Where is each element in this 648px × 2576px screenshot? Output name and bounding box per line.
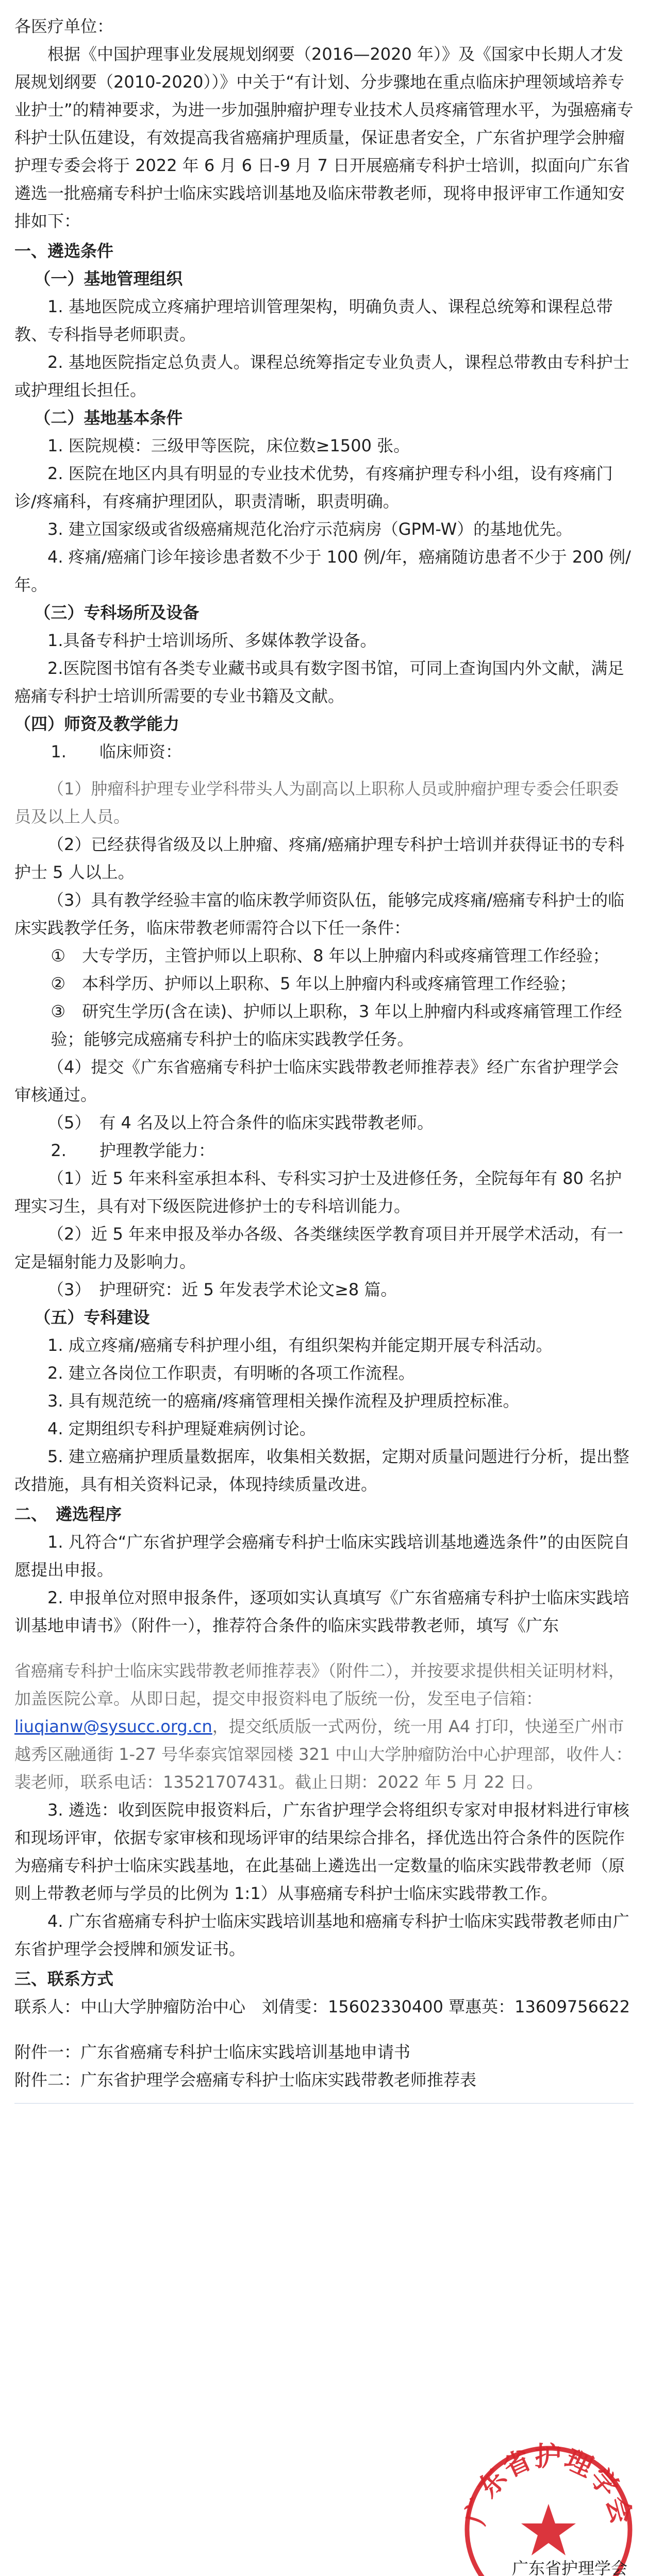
subheading: 1. 临床师资： <box>51 742 182 761</box>
paragraph: 1. 基地医院成立疼痛护理培训管理架构，明确负责人、课程总统筹和课程总带教、专科指导老师职责。 <box>14 297 613 344</box>
section-2-title: 二、 遴选程序 <box>14 1504 122 1524</box>
paragraph: 2. 医院在地区内具有明显的专业技术优势，有疼痛护理专科小组，设有疼痛门诊/疼痛科，有疼痛护理团队，职责清晰，职责明确。 <box>14 464 613 511</box>
paragraph-faded-tail: ，提交纸质版一式两份，统一用 A4 打印，快递至广州市越秀区融通街 1-27 号华泰宾馆翠园楼 321 中山大学肿瘤防治中心护理部，收件人：裴老师，联系电话：13521707431。截止日期：2022 年 5 月 22 日。 <box>14 1717 633 1792</box>
paragraph: 4. 定期组织专科护理疑难病例讨论。 <box>47 1419 316 1438</box>
paragraph: （3）具有教学经验丰富的临床教学师资队伍，能够完成疼痛/癌痛专科护士的临床实践教学任务，临床带教老师需符合以下任一条件： <box>14 890 625 938</box>
section-3-title: 三、联系方式 <box>14 1969 114 1989</box>
subheading: 2. 护理教学能力： <box>51 1141 215 1160</box>
paragraph: （2）已经获得省级及以上肿瘤、疼痛/癌痛护理专科护士培训并获得证书的专科护士 5 人以上。 <box>14 835 625 882</box>
paragraph: 1. 凡符合“广东省护理学会癌痛专科护士临床实践培训基地遴选条件”的由医院自愿提出申报。 <box>14 1532 630 1580</box>
seal-star-icon <box>521 2504 576 2555</box>
paragraph: （5） 有 4 名及以上符合条件的临床实践带教老师。 <box>47 1113 434 1132</box>
email-link[interactable]: liuqianw@sysucc.org.cn <box>14 1717 212 1736</box>
section-1-title: 一、遴选条件 <box>14 241 114 261</box>
paragraph: （1）近 5 年来科室承担本科、专科实习护士及进修任务，全院每年有 80 名护理实习生，具有对下级医院进修护士的专科培训能力。 <box>14 1168 622 1216</box>
paragraph: 2. 基地医院指定总负责人。课程总统筹指定专业负责人，课程总带教由专科护士或护理组长担任。 <box>14 352 629 400</box>
paragraph: 2. 建立各岗位工作职责，有明晰的各项工作流程。 <box>47 1363 415 1383</box>
paragraph: 3. 具有规范统一的癌痛/疼痛管理相关操作流程及护理质控标准。 <box>47 1391 520 1411</box>
paragraph: 4. 疼痛/癌痛门诊年接诊患者数不少于 100 例/年，癌痛随访患者不少于 200 例/年。 <box>14 547 631 595</box>
paragraph: （2）近 5 年来申报及举办各级、各类继续医学教育项目并开展学术活动，有一定是辐射能力及影响力。 <box>14 1224 624 1272</box>
paragraph: 3. 遴选：收到医院申报资料后，广东省护理学会将组织专家对申报材料进行审核和现场评审，依据专家审核和现场评审的结果综合排名，择优选出符合条件的医院作为癌痛专科护士临床实践基地，在此基础上遴选出一定数量的临床实践带教老师（原则上带教老师与学员的比例为 1:1）从事癌痛专科护士临床实践带教工作。 <box>14 1800 629 1903</box>
list-item: ③ 研究生学历(含在读)、护师以上职称，3 年以上肿瘤内科或疼痛管理工作经验；能够完成癌痛专科护士的临床实践教学任务。 <box>51 1002 622 1049</box>
section-1-1-title: （一）基地管理组织 <box>34 269 183 289</box>
salutation: 各医疗单位： <box>14 16 114 36</box>
list-item: ② 本科学历、护师以上职称、5 年以上肿瘤内科或疼痛管理工作经验； <box>51 974 576 993</box>
paragraph: 3. 建立国家级或省级癌痛规范化治疗示范病房（GPM-W）的基地优先。 <box>47 519 573 539</box>
section-1-5-title: （五）专科建设 <box>34 1308 150 1327</box>
attachment-item: 附件二：广东省护理学会癌痛专科护士临床实践带教老师推荐表 <box>14 2070 477 2090</box>
paragraph: （1）肿瘤科护理专业学科带头人为副高以上职称人员或肿瘤护理专委会任职委员及以上人员。 <box>14 779 619 826</box>
paragraph: 2. 申报单位对照申报条件，逐项如实认真填写《广东省癌痛专科护士临床实践培训基地申请书》（附件一），推荐符合条件的临床实践带教老师，填写《广东 <box>14 1588 629 1635</box>
intro-paragraph: 根据《中国护理事业发展规划纲要（2016—2020 年）》及《国家中长期人才发展规划纲要（2010-2020））》中关于“有计划、分步骤地在重点临床护理领域培养专业护士”的精神要求，为进一步加强肿瘤护理专业技术人员疼痛管理水平，为强癌痛专科护士队伍建设，有效提高我省癌痛护理质量，保证患者安全，广东省护理学会肿瘤护理专委会将于 2022 年 6 月 6 日-9 月 7 日开展癌痛专科护士培训，拟面向广东省遴选一批癌痛专科护士临床实践培训基地及临床带教老师，现将申报评审工作通知安排如下： <box>14 44 634 231</box>
paragraph: 4. 广东省癌痛专科护士临床实践培训基地和癌痛专科护士临床实践带教老师由广东省护理学会授牌和颁发证书。 <box>14 1911 629 1959</box>
seal-stamp <box>456 2432 641 2576</box>
paragraph: 1. 医院规模：三级甲等医院，床位数≥1500 张。 <box>47 436 410 455</box>
section-1-3-title: （三）专科场所及设备 <box>34 603 200 622</box>
paragraph: 1.具备专科护士培训场所、多媒体教学设备。 <box>47 631 377 650</box>
section-1-4-title: （四）师资及教学能力 <box>14 714 180 734</box>
section-1-2-title: （二）基地基本条件 <box>34 408 183 428</box>
contact-line: 联系人：中山大学肿瘤防治中心 刘倩雯：15602330400 覃惠英：13609756622 <box>14 1997 630 2016</box>
paragraph-faded: 省癌痛专科护士临床实践带教老师推荐表》（附件二），并按要求提供相关证明材料，加盖医院公章。从即日起，提交申报资料电了版统一份，发至电子信箱： <box>14 1661 625 1708</box>
paragraph: （3） 护理研究：近 5 年发表学术论文≥8 篇。 <box>47 1280 397 1299</box>
list-item: ① 大专学历，主管护师以上职称、8 年以上肿瘤内科或疼痛管理工作经验； <box>51 946 609 965</box>
paragraph-faded <box>14 1713 634 1796</box>
official-seal <box>456 2432 641 2576</box>
signature-org: 广东省护理学会 <box>511 2558 627 2576</box>
paragraph: 1. 成立疼痛/癌痛专科护理小组，有组织架构并能定期开展专科活动。 <box>47 1335 553 1355</box>
paragraph: 2.医院图书馆有各类专业藏书或具有数字图书馆，可同上查询国内外文献，满足癌痛专科护士培训所需要的专业书籍及文献。 <box>14 658 624 706</box>
divider <box>14 2103 634 2104</box>
seal-text: 广东省护理学会 <box>459 2442 638 2529</box>
paragraph: （4）提交《广东省癌痛专科护士临床实践带教老师推荐表》经广东省护理学会审核通过。 <box>14 1057 619 1105</box>
attachment-item: 附件一：广东省癌痛专科护士临床实践培训基地申请书 <box>14 2042 411 2062</box>
paragraph: 5. 建立癌痛护理质量数据库，收集相关数据，定期对质量问题进行分析，提出整改措施，具有相关资料记录，体现持续质量改进。 <box>14 1447 629 1494</box>
